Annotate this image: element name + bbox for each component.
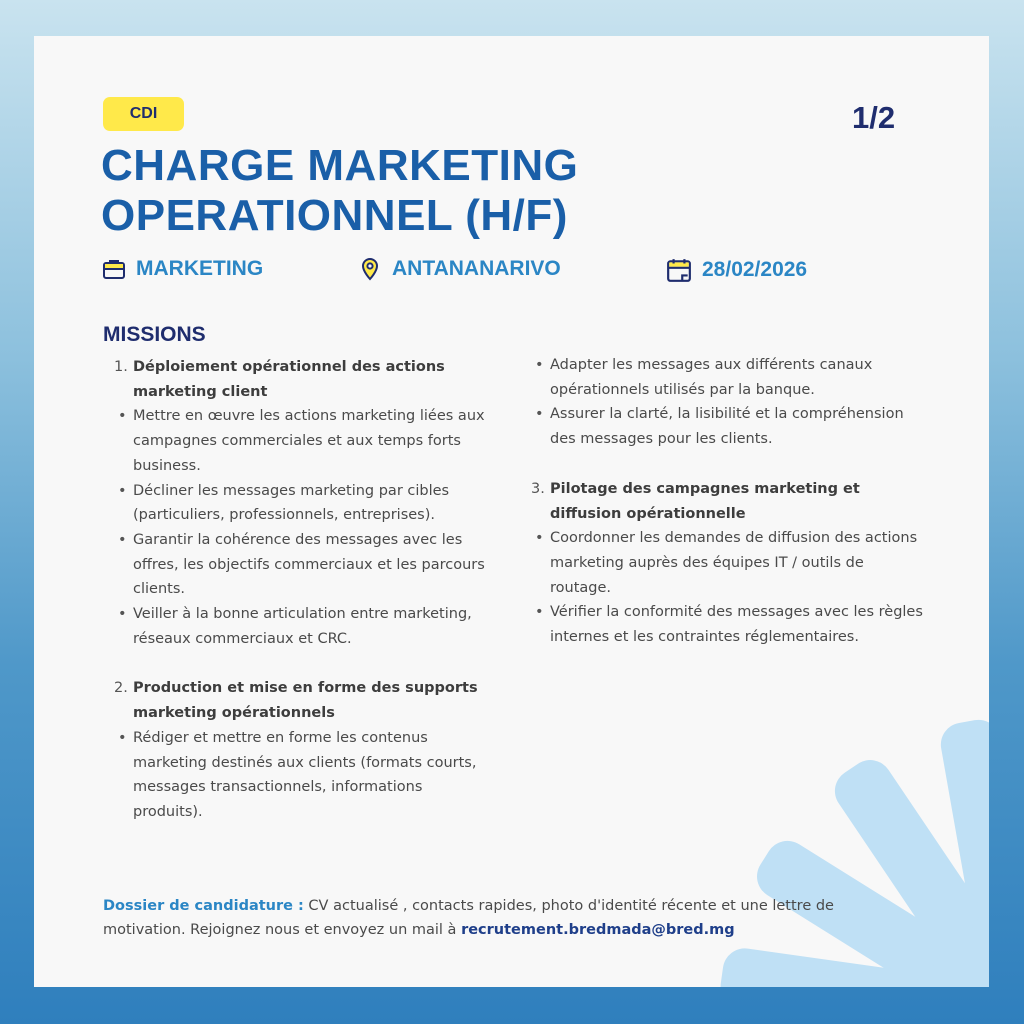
calendar-icon xyxy=(666,257,692,283)
bullet-item: • Adapter les messages aux différents canaux opérationnels utilisés par la banque. xyxy=(531,353,926,402)
section-number: 2. xyxy=(114,680,128,697)
application-instructions xyxy=(103,894,863,942)
job-title-line2: OPERATIONNEL (H/F) xyxy=(101,191,568,240)
location-label: ANTANANARIVO xyxy=(392,257,561,280)
section-title: Déploiement opérationnel des actions marketing client xyxy=(133,359,445,400)
bullet-list xyxy=(531,526,926,650)
section-title: Pilotage des campagnes marketing et diffusion opérationnelle xyxy=(550,480,860,522)
mission-section-heading xyxy=(114,676,489,725)
mission-section-heading xyxy=(114,355,489,404)
bullet-item: • Mettre en œuvre les actions marketing liées aux campagnes commerciales et aux temps forts business. xyxy=(114,404,489,478)
meta-department xyxy=(102,257,263,281)
meta-location xyxy=(358,257,561,281)
job-card xyxy=(34,36,989,987)
bullet-list xyxy=(531,353,926,452)
bullet-item: • Garantir la cohérence des messages avec les offres, les objectifs commerciaux et les parcours clients. xyxy=(114,528,489,602)
application-label: Dossier de candidature : xyxy=(103,898,304,914)
application-text: CV actualisé , contacts rapides, photo d'identité récente et une lettre de motivation. Rejoignez nous et envoyez un mail à xyxy=(103,898,834,938)
contact-email[interactable]: recrutement.bredmada@bred.mg xyxy=(461,922,735,938)
job-title-line1: CHARGE MARKETING xyxy=(101,141,579,190)
bullet-item: • Coordonner les demandes de diffusion des actions marketing auprès des équipes IT / outils de routage. xyxy=(531,526,926,600)
mission-section xyxy=(114,355,489,651)
bullet-item: • Assurer la clarté, la lisibilité et la compréhension des messages pour les clients. xyxy=(531,402,926,451)
bullet-item: • Décliner les messages marketing par cibles (particuliers, professionnels, entreprises). xyxy=(114,479,489,528)
mission-section xyxy=(531,477,926,650)
section-title: Production et mise en forme des supports marketing opérationnels xyxy=(133,680,478,722)
mission-section-heading xyxy=(531,477,926,526)
bullet-item: • Rédiger et mettre en forme les contenus marketing destinés aux clients (formats courts, messages transactionnels, informations produits). xyxy=(114,726,489,825)
missions-heading: MISSIONS xyxy=(103,323,206,346)
mission-section xyxy=(114,676,489,824)
meta-date xyxy=(666,257,807,283)
bullet-item: • Veiller à la bonne articulation entre marketing, réseaux commerciaux et CRC. xyxy=(114,602,489,651)
missions-column-left xyxy=(114,355,489,850)
briefcase-icon xyxy=(102,257,126,281)
bullet-item: • Vérifier la conformité des messages avec les règles internes et les contraintes réglementaires. xyxy=(531,600,926,649)
mission-section-continued xyxy=(531,353,926,452)
contract-type-badge: CDI xyxy=(103,97,184,131)
department-label: MARKETING xyxy=(136,257,264,280)
page-indicator: 1/2 xyxy=(852,100,896,135)
missions-column-right xyxy=(531,353,926,675)
location-pin-icon xyxy=(358,257,382,281)
section-number: 3. xyxy=(531,480,545,497)
bullet-list xyxy=(114,404,489,651)
section-number: 1. xyxy=(114,359,128,375)
sunburst-decoration xyxy=(689,687,989,987)
bullet-list xyxy=(114,726,489,825)
job-title xyxy=(101,141,578,241)
date-label: 28/02/2026 xyxy=(702,258,808,281)
